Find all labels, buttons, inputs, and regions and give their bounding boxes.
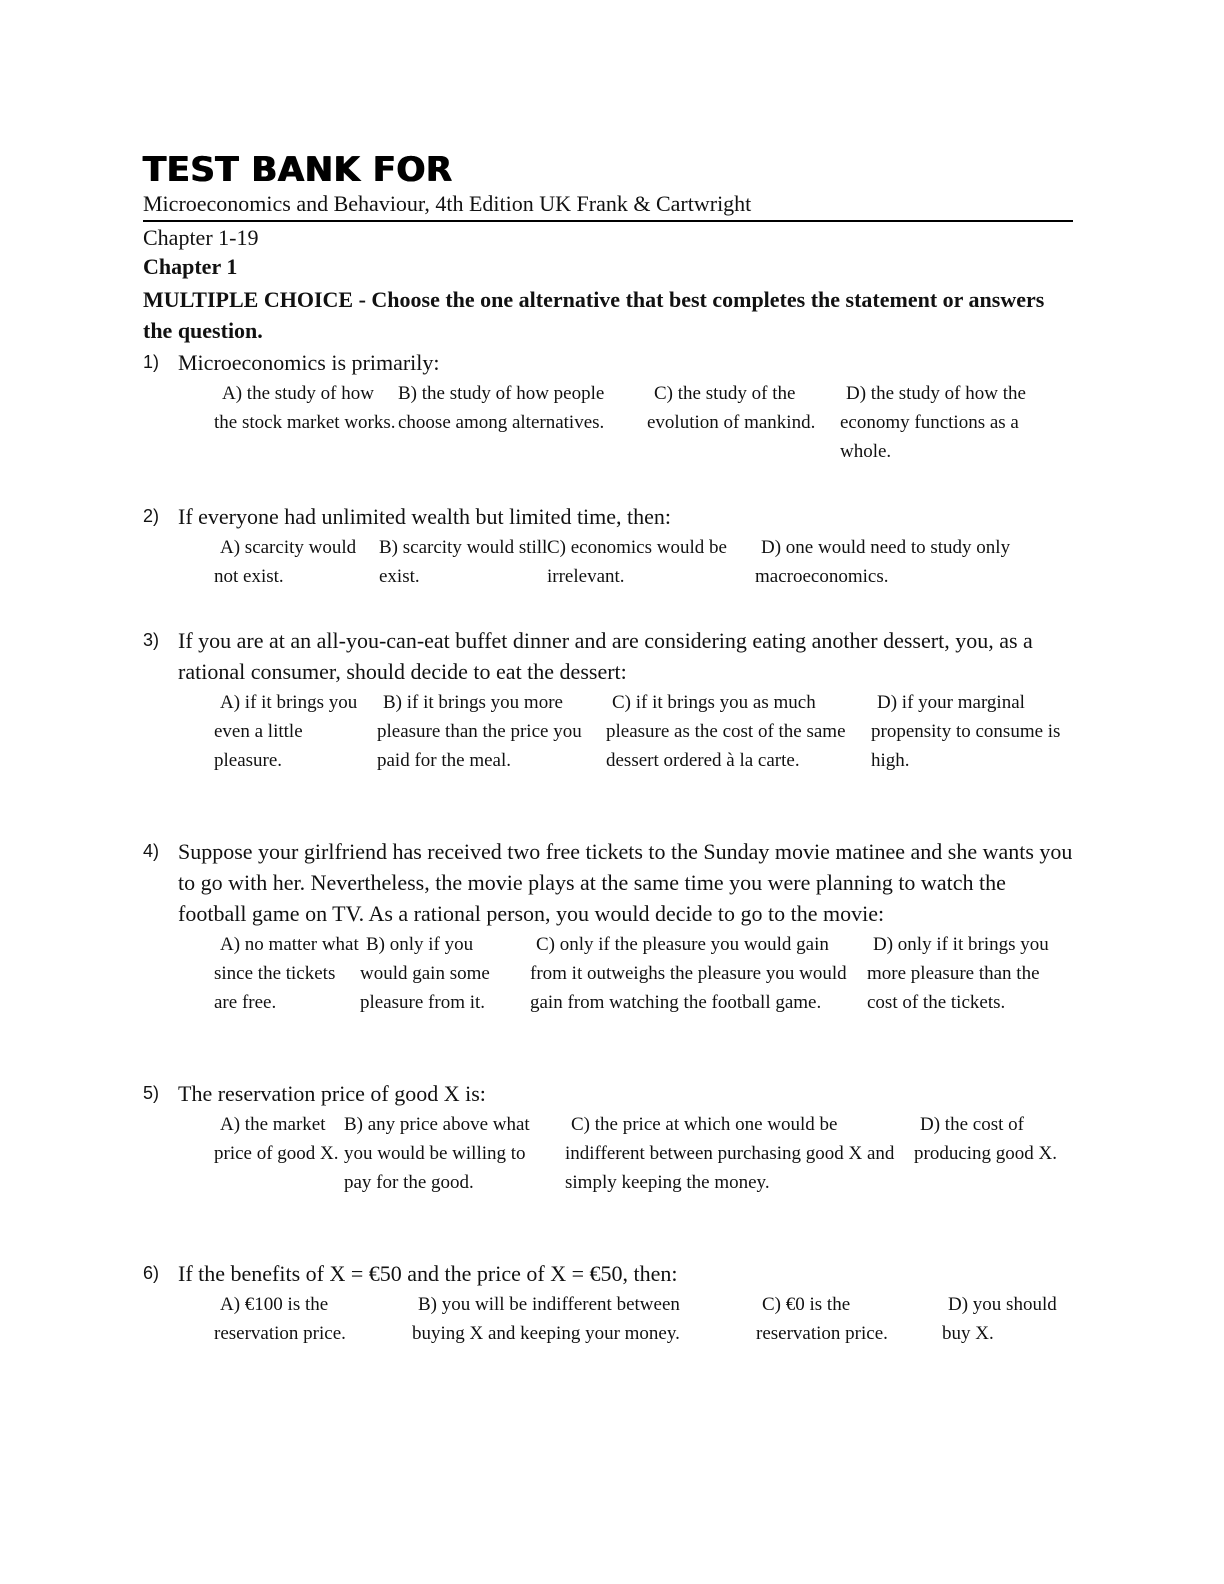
option-c: C) if it brings you as much pleasure as the cost of the same dessert ordered à la carte.	[606, 692, 846, 771]
option-d: D) only if it brings you more pleasure than the cost of the tickets.	[867, 934, 1049, 1013]
options	[214, 930, 1073, 1046]
option-c: C) the study of the evolution of mankind.	[647, 383, 816, 433]
option-c: C) the price at which one would be indifferent between purchasing good X and simply keeping the money.	[565, 1114, 895, 1193]
chapter-range: Chapter 1-19	[143, 225, 259, 250]
option-c: C) economics would be irrelevant.	[547, 537, 727, 587]
title-banner: TEST BANK FOR	[143, 150, 453, 190]
option-c: C) only if the pleasure you would gain from it outweighs the pleasure you would gain from watching the football game.	[530, 934, 847, 1013]
option-b: B) only if you would gain some pleasure from it.	[360, 934, 490, 1013]
option-a: A) if it brings you even a little pleasure.	[214, 692, 358, 771]
option-b: B) you will be indifferent between buying X and keeping your money.	[412, 1294, 680, 1344]
option-a: A) scarcity would not exist.	[214, 537, 357, 587]
question-number: 4)	[143, 841, 160, 861]
options	[214, 688, 1073, 804]
options	[214, 1290, 1073, 1350]
option-c: C) €0 is the reservation price.	[756, 1294, 888, 1344]
option-d: D) one would need to study only macroeconomics.	[755, 537, 1011, 587]
question-1	[143, 347, 1073, 469]
question-number: 2)	[143, 506, 160, 526]
question-5	[143, 1078, 1073, 1226]
question-text: If you are at an all-you-can-eat buffet dinner and are considering eating another dessert, you, as a rational consumer, should decide to eat the dessert:	[178, 628, 1033, 684]
option-d: D) if your marginal propensity to consume is high.	[871, 692, 1061, 771]
option-a: A) no matter what since the tickets are free.	[214, 934, 359, 1013]
question-number: 6)	[143, 1263, 160, 1283]
question-text: Suppose your girlfriend has received two free tickets to the Sunday movie matinee and she wants you to go with her. Nevertheless, the movie plays at the same time you were planning to watch the football game on TV. As a rational person, you would decide to go to the movie:	[178, 839, 1073, 926]
option-a: A) the study of how the stock market works.	[214, 383, 396, 433]
instructions: MULTIPLE CHOICE - Choose the one alternative that best completes the statement or answers the question.	[143, 287, 1045, 343]
question-number: 1)	[143, 352, 160, 372]
option-d: D) the cost of producing good X.	[914, 1114, 1058, 1164]
question-number: 5)	[143, 1083, 160, 1103]
options	[214, 379, 1073, 469]
option-a: A) the market price of good X.	[214, 1114, 339, 1164]
option-b: B) any price above what you would be willing to pay for the good.	[344, 1114, 530, 1193]
document-page	[143, 150, 1073, 1350]
question-text: If everyone had unlimited wealth but limited time, then:	[178, 504, 672, 529]
question-4	[143, 836, 1073, 1046]
option-b: B) the study of how people choose among alternatives.	[398, 383, 605, 433]
chapter-heading: Chapter 1	[143, 254, 238, 279]
option-b: B) scarcity would still exist.	[379, 537, 548, 587]
question-text: The reservation price of good X is:	[178, 1081, 486, 1106]
option-d: D) the study of how the economy functions as a whole.	[840, 383, 1026, 462]
question-6	[143, 1258, 1073, 1350]
question-number: 3)	[143, 630, 160, 650]
option-d: D) you should buy X.	[942, 1294, 1057, 1344]
options	[214, 533, 1073, 593]
option-b: B) if it brings you more pleasure than the price you paid for the meal.	[377, 692, 582, 771]
book-subtitle: Microeconomics and Behaviour, 4th Edition UK Frank & Cartwright	[143, 190, 1073, 222]
question-text: If the benefits of X = €50 and the price of X = €50, then:	[178, 1261, 678, 1286]
question-2	[143, 501, 1073, 593]
question-text: Microeconomics is primarily:	[178, 350, 440, 375]
question-3	[143, 625, 1073, 804]
option-a: A) €100 is the reservation price.	[214, 1294, 346, 1344]
options	[214, 1110, 1073, 1226]
